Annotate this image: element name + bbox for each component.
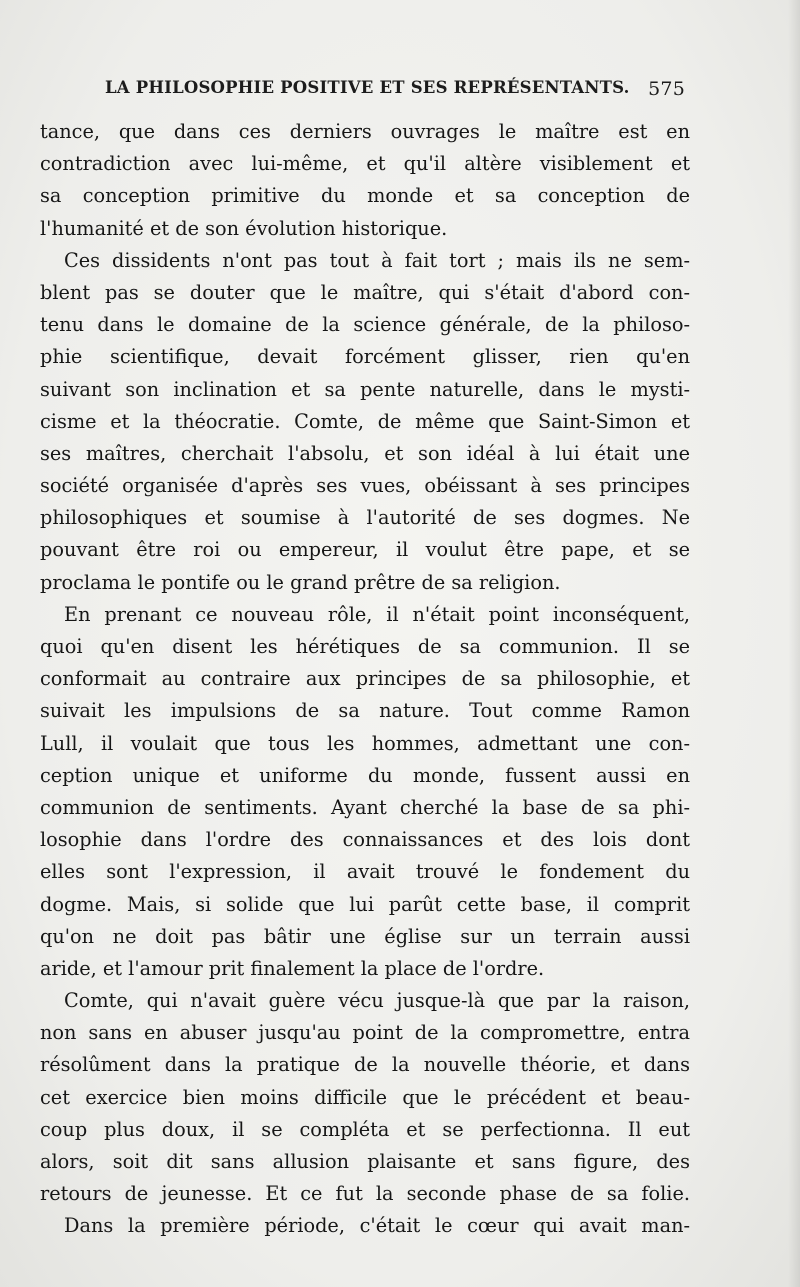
text-line: suivait les impulsions de sa nature. Tout comme Ramon [40, 699, 690, 723]
page-edge-shadow [788, 0, 800, 1287]
text-line: losophie dans l'ordre des connaissances et des lois dont [40, 828, 690, 852]
text-line: phie scientifique, devait forcément glisser, rien qu'en [40, 345, 690, 369]
text-line: résolûment dans la pratique de la nouvelle théorie, et dans [40, 1053, 690, 1077]
text-line: elles sont l'expression, il avait trouvé le fondement du [40, 860, 690, 884]
text-line: non sans en abuser jusqu'au point de la compromettre, entra [40, 1021, 690, 1045]
page-number: 575 [648, 78, 685, 100]
text-line: philosophiques et soumise à l'autorité de ses dogmes. Ne [40, 506, 690, 530]
text-line: Lull, il voulait que tous les hommes, admettant une con- [40, 731, 690, 755]
text-line: Ces dissidents n'ont pas tout à fait tort ; mais ils ne sem- [64, 248, 690, 272]
text-line: ses maîtres, cherchait l'absolu, et son idéal à lui était une [40, 441, 690, 465]
text-line: pouvant être roi ou empereur, il voulut être pape, et se [40, 538, 690, 562]
text-line: blent pas se douter que le maître, qui s'était d'abord con- [40, 280, 690, 304]
text-line: communion de sentiments. Ayant cherché la base de sa phi- [40, 795, 690, 819]
running-title: LA PHILOSOPHIE POSITIVE ET SES REPRÉSENTANTS. [105, 78, 630, 97]
body-text [40, 116, 690, 1243]
text-line: conformait au contraire aux principes de sa philosophie, et [40, 667, 690, 691]
text-line: cet exercice bien moins difficile que le précédent et beau- [40, 1085, 690, 1109]
text-line: contradiction avec lui-même, et qu'il altère visiblement et [40, 152, 690, 176]
text-line: tenu dans le domaine de la science générale, de la philoso- [40, 313, 690, 337]
text-line: proclama le pontife ou le grand prêtre de sa religion. [40, 570, 561, 594]
text-line: société organisée d'après ses vues, obéissant à ses principes [40, 474, 690, 498]
text-line: coup plus doux, il se compléta et se perfectionna. Il eut [40, 1117, 690, 1141]
text-line: suivant son inclination et sa pente naturelle, dans le mysti- [40, 377, 690, 401]
text-line: cisme et la théocratie. Comte, de même que Saint-Simon et [40, 409, 690, 433]
text-line: quoi qu'en disent les hérétiques de sa communion. Il se [40, 635, 690, 658]
text-line: retours de jeunesse. Et ce fut la seconde phase de sa folie. [40, 1182, 690, 1206]
text-line: Dans la première période, c'était le cœur qui avait man- [64, 1214, 690, 1238]
text-line: qu'on ne doit pas bâtir une église sur un terrain aussi [40, 924, 690, 948]
text-line: l'humanité et de son évolution historique. [40, 216, 448, 240]
text-line: ception unique et uniforme du monde, fussent aussi en [40, 763, 690, 787]
text-line: sa conception primitive du monde et sa conception de [40, 184, 690, 208]
running-header [105, 78, 685, 104]
text-line: aride, et l'amour prit finalement la place de l'ordre. [40, 956, 545, 980]
text-line: En prenant ce nouveau rôle, il n'était point inconséquent, [64, 602, 690, 626]
text-line: alors, soit dit sans allusion plaisante et sans figure, des [40, 1150, 690, 1173]
text-line: tance, que dans ces derniers ouvrages le maître est en [40, 120, 690, 143]
text-line: dogme. Mais, si solide que lui parût cette base, il comprit [40, 892, 690, 916]
text-line: Comte, qui n'avait guère vécu jusque-là que par la raison, [64, 989, 690, 1013]
